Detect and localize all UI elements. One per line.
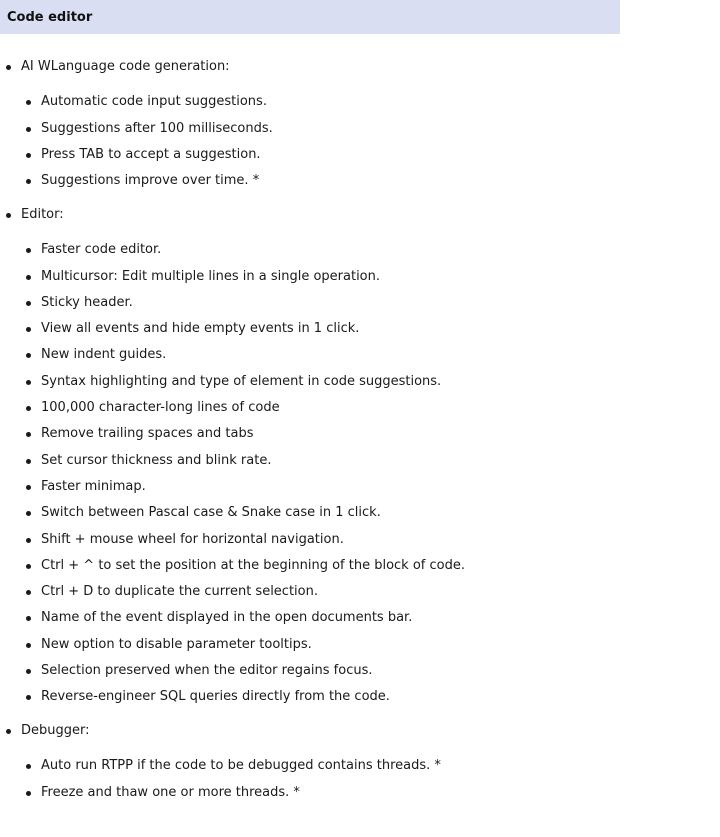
list-item-text: Set cursor thickness and blink rate. [41, 452, 272, 468]
bullet-icon [26, 616, 31, 621]
bullet-icon [26, 327, 31, 332]
list-item [0, 503, 720, 529]
bullet-icon [26, 564, 31, 569]
list-item [0, 372, 720, 398]
list-item-text: New option to disable parameter tooltips. [41, 636, 312, 652]
list-item [0, 477, 720, 503]
list-item [0, 608, 720, 634]
bullet-icon [26, 153, 31, 158]
bullet-icon [26, 301, 31, 306]
list-item-text: Remove trailing spaces and tabs [41, 426, 254, 442]
list-item-text: Multicursor: Edit multiple lines in a single operation. [41, 268, 381, 284]
list-item [0, 171, 720, 197]
list-item [0, 687, 720, 713]
list-item-text: Freeze and thaw one or more threads. * [41, 784, 300, 800]
section-ai-generation [0, 57, 720, 197]
list-item-text: Faster minimap. [41, 478, 146, 494]
list-item-text: Automatic code input suggestions. [41, 94, 267, 110]
section-title-row [0, 721, 720, 747]
list-item-text: Syntax highlighting and type of element in code suggestions. [41, 373, 442, 389]
list-item [0, 556, 720, 582]
list-item-text: Auto run RTPP if the code to be debugged contains threads. * [41, 758, 441, 774]
list-item [0, 319, 720, 345]
bullet-icon [26, 353, 31, 358]
list-item-text: Suggestions improve over time. * [41, 173, 260, 189]
bullet-icon [26, 669, 31, 674]
list-item [0, 92, 720, 118]
header-title: Code editor [7, 9, 93, 25]
bullet-icon [26, 538, 31, 543]
bullet-icon [26, 380, 31, 385]
bullet-icon [6, 729, 11, 734]
list-item [0, 267, 720, 293]
bullet-icon [26, 100, 31, 105]
list-item [0, 345, 720, 371]
list-item-text: Ctrl + D to duplicate the current selection. [41, 584, 318, 600]
section-editor [0, 205, 720, 714]
bullet-icon [26, 764, 31, 769]
bullet-icon [26, 459, 31, 464]
section-header [0, 0, 620, 34]
list-item [0, 293, 720, 319]
bullet-icon [6, 213, 11, 218]
list-item [0, 145, 720, 171]
section-title-row [0, 57, 720, 83]
list-item [0, 119, 720, 145]
list-item-text: Press TAB to accept a suggestion. [41, 146, 261, 162]
bullet-icon [26, 248, 31, 253]
list-item [0, 783, 720, 809]
list-item [0, 582, 720, 608]
bullet-icon [26, 432, 31, 437]
list-item [0, 398, 720, 424]
section-title: Debugger: [21, 723, 90, 738]
list-item-text: New indent guides. [41, 347, 167, 363]
feature-list [0, 92, 720, 197]
section-debugger [0, 721, 720, 809]
list-item [0, 661, 720, 687]
list-item-text: View all events and hide empty events in 1 click. [41, 321, 360, 337]
list-item-text: Ctrl + ^ to set the position at the beginning of the block of code. [41, 557, 465, 573]
bullet-icon [26, 695, 31, 700]
section-title: AI WLanguage code generation: [21, 59, 230, 74]
bullet-icon [26, 127, 31, 132]
list-item-text: Selection preserved when the editor regains focus. [41, 663, 373, 679]
list-item [0, 530, 720, 556]
list-item-text: Switch between Pascal case & Snake case in 1 click. [41, 505, 381, 521]
list-item [0, 635, 720, 661]
bullet-icon [26, 406, 31, 411]
bullet-icon [6, 65, 11, 70]
list-item-text: Shift + mouse wheel for horizontal navigation. [41, 531, 344, 547]
list-item-text: Reverse-engineer SQL queries directly from the code. [41, 689, 390, 705]
feature-list [0, 240, 720, 713]
bullet-icon [26, 179, 31, 184]
list-item-text: Suggestions after 100 milliseconds. [41, 120, 273, 136]
bullet-icon [26, 485, 31, 490]
list-item [0, 451, 720, 477]
feature-list [0, 756, 720, 809]
bullet-icon [26, 791, 31, 796]
list-item [0, 756, 720, 782]
bullet-icon [26, 275, 31, 280]
list-item [0, 240, 720, 266]
bullet-icon [26, 643, 31, 648]
list-item-text: 100,000 character-long lines of code [41, 400, 280, 416]
list-item-text: Sticky header. [41, 294, 133, 310]
section-title-row [0, 205, 720, 231]
bullet-icon [26, 511, 31, 516]
section-title: Editor: [21, 207, 64, 222]
list-item [0, 424, 720, 450]
list-item-text: Name of the event displayed in the open documents bar. [41, 610, 413, 626]
bullet-icon [26, 590, 31, 595]
list-item-text: Faster code editor. [41, 242, 162, 258]
